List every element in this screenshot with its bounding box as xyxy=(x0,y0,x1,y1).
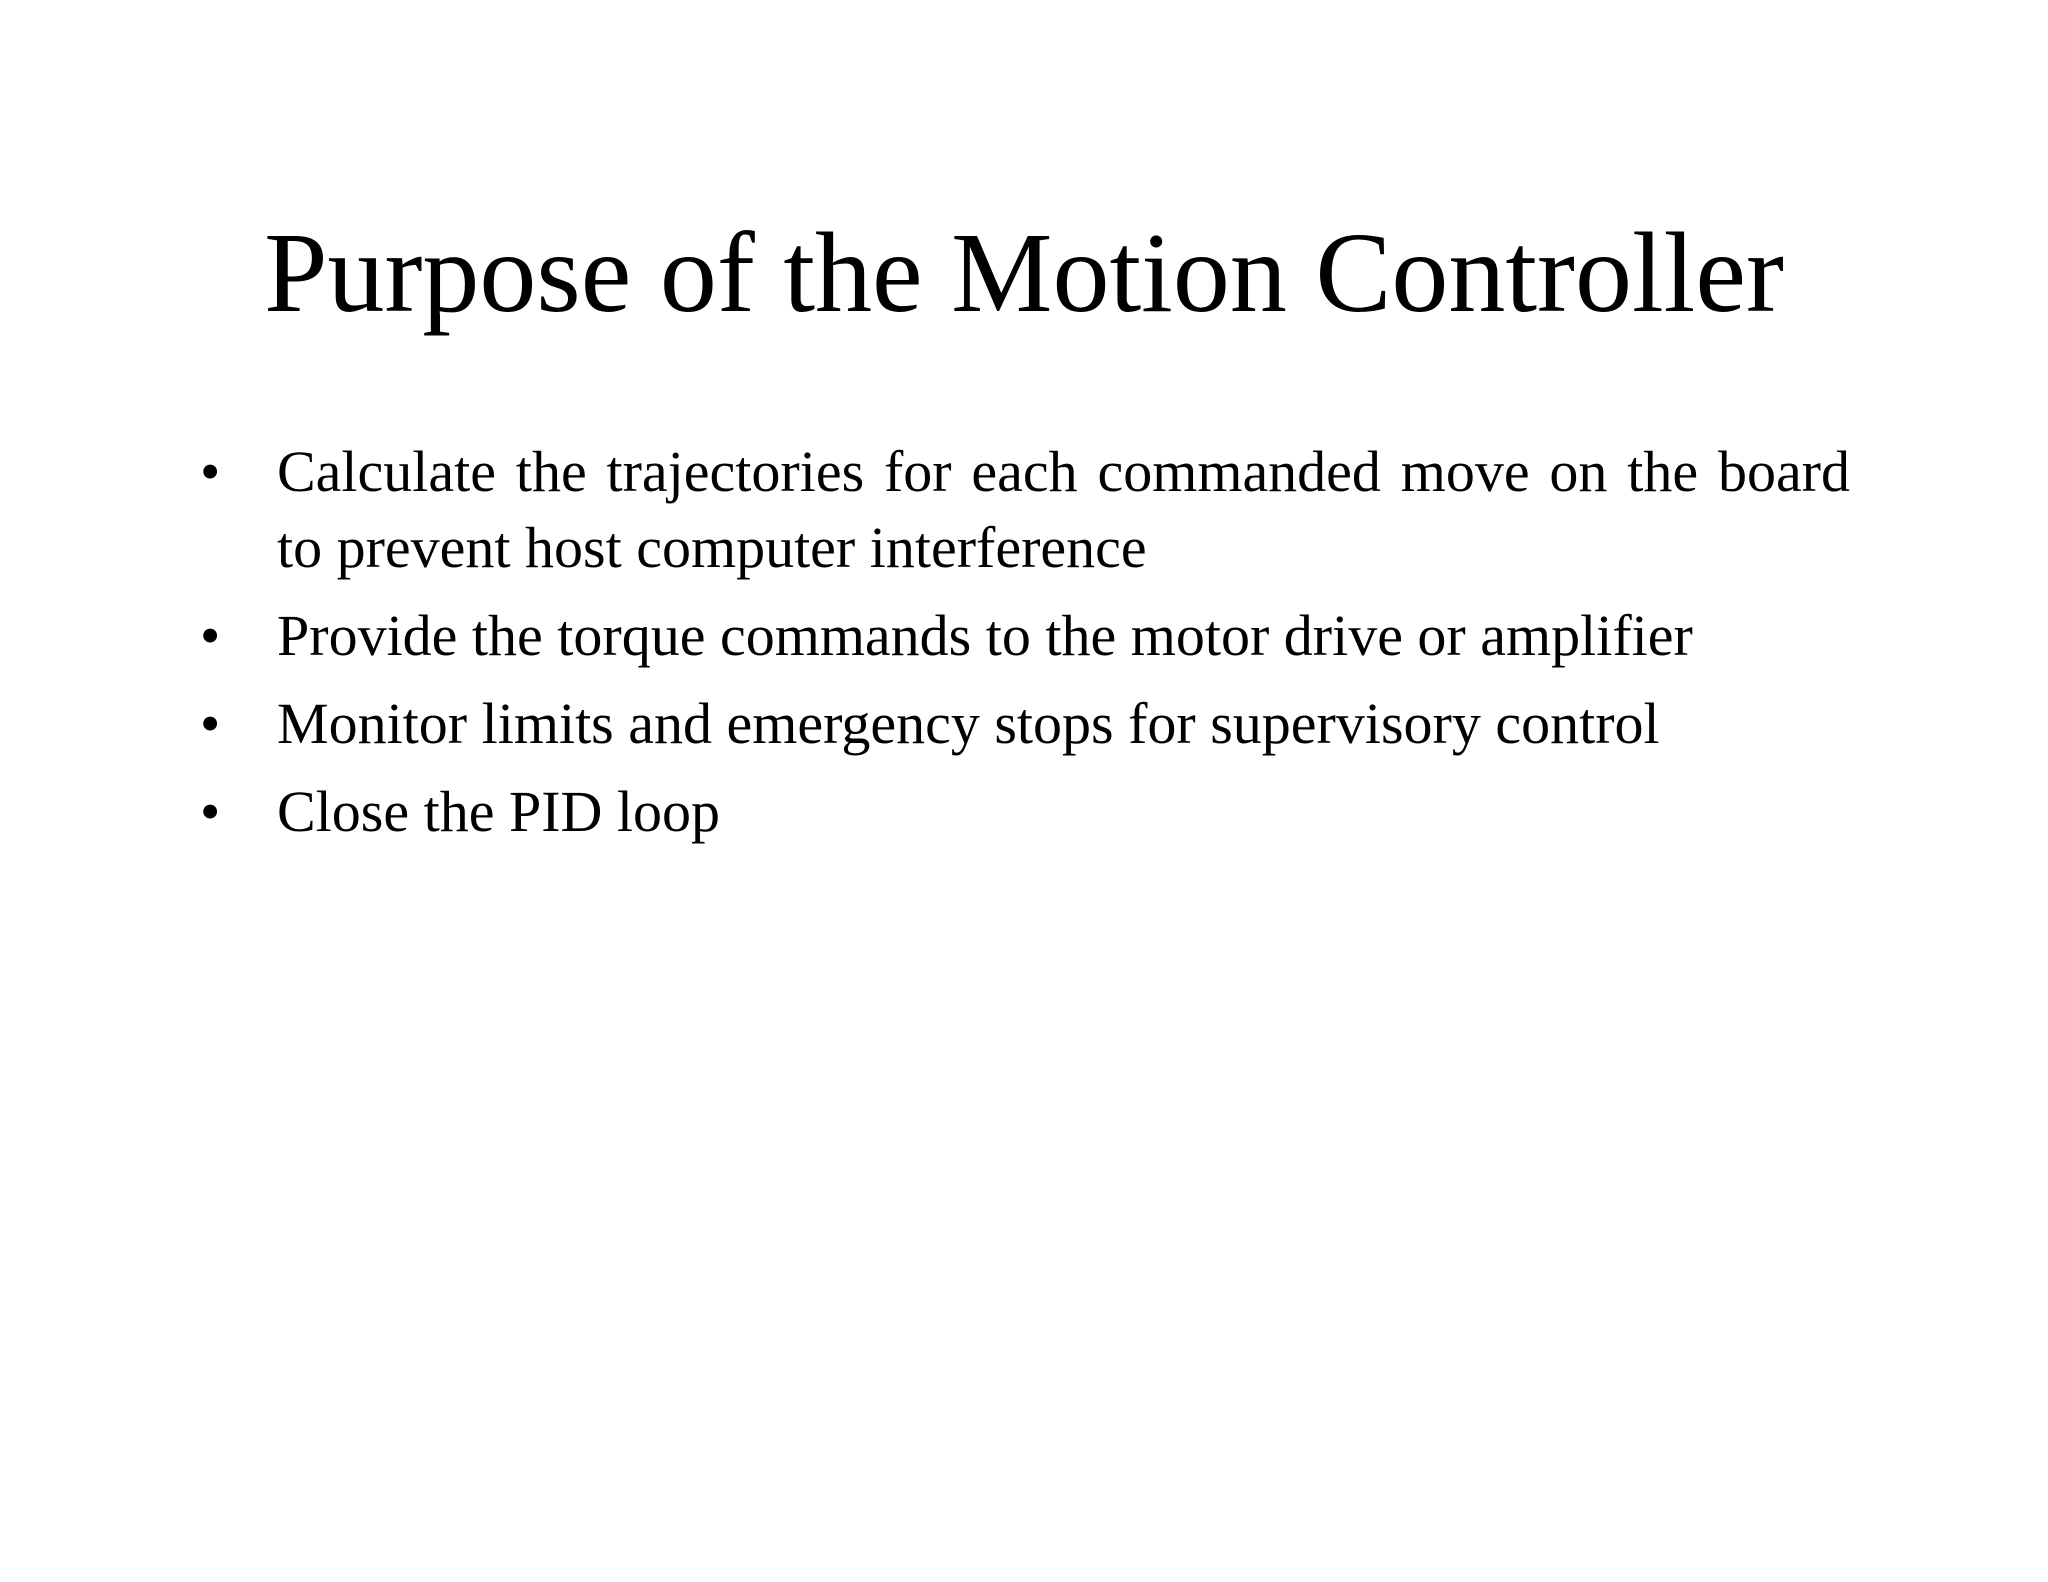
bullet-text: Close the PID loop xyxy=(277,779,721,844)
list-item xyxy=(200,774,1850,850)
list-item xyxy=(200,598,1850,674)
slide-title: Purpose of the Motion Controller xyxy=(264,209,1784,336)
bullet-text: Calculate the trajectories for each commanded move on the board to prevent host computer interference xyxy=(277,439,1850,580)
bullet-text: Provide the torque commands to the motor drive or amplifier xyxy=(277,603,1693,668)
bullet-list xyxy=(200,434,1850,862)
bullet-icon: • xyxy=(200,439,221,504)
bullet-icon: • xyxy=(200,779,221,844)
bullet-text: Monitor limits and emergency stops for supervisory control xyxy=(277,691,1660,756)
bullet-icon: • xyxy=(200,691,221,756)
bullet-icon: • xyxy=(200,603,221,668)
list-item xyxy=(200,686,1850,762)
list-item xyxy=(200,434,1850,586)
